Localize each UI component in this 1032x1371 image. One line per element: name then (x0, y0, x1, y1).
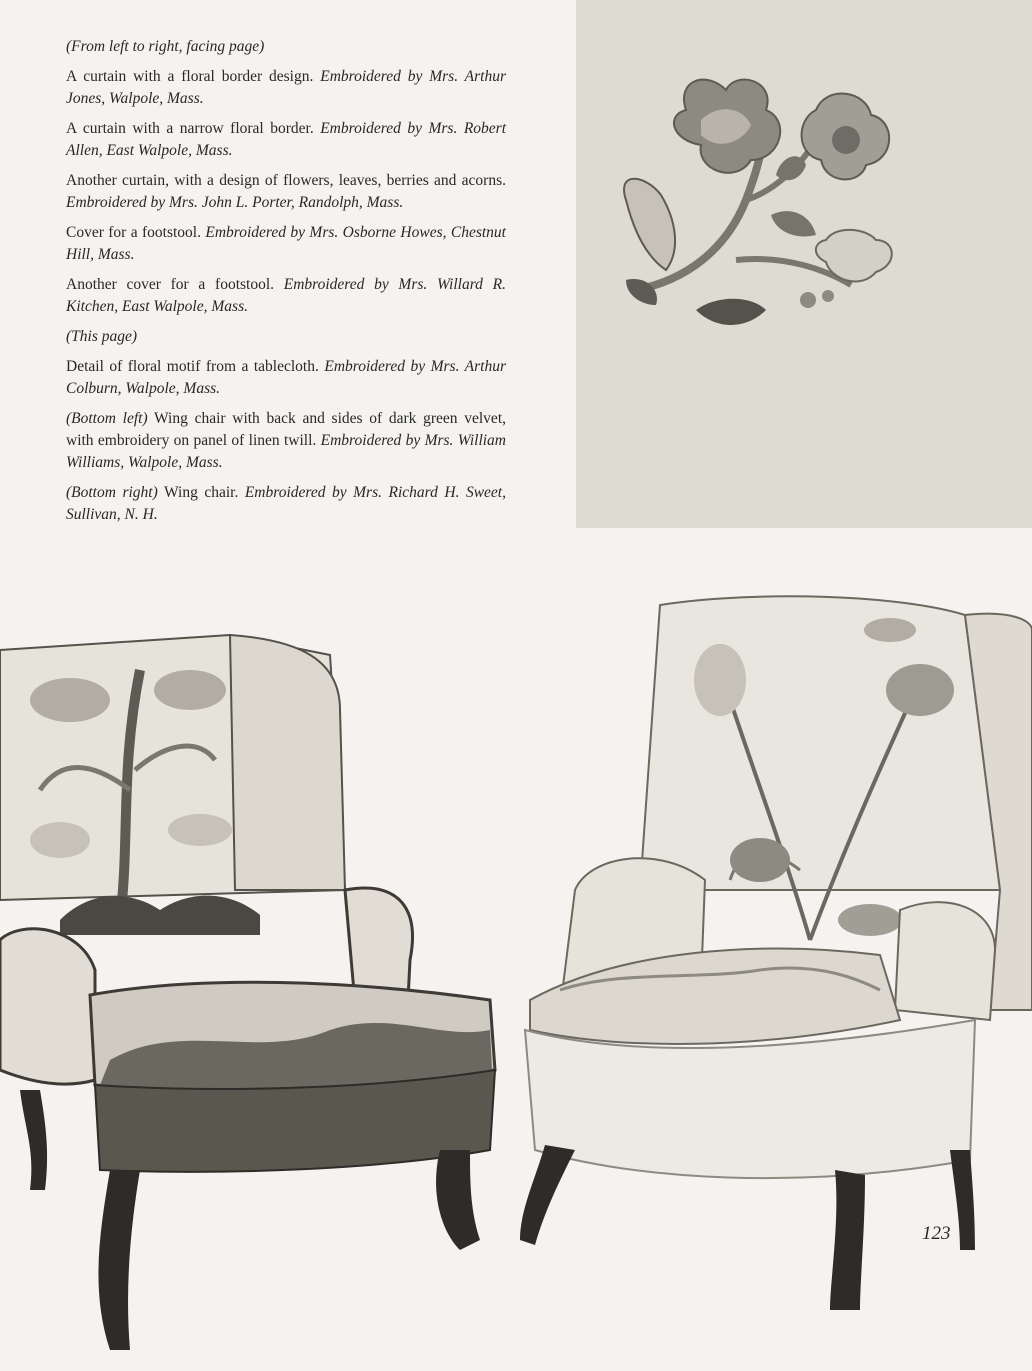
facing-page-heading: (From left to right, facing page) (66, 38, 265, 55)
caption-bottom-left-chair (66, 408, 506, 474)
left-wing-chair (0, 635, 495, 1350)
caption-text: A curtain with a floral border design. (66, 68, 314, 85)
wing-chairs-photo (0, 590, 1032, 1371)
caption-credit: Embroidered by Mrs. Willard R. Kitchen, East Walpole, Mass. (66, 276, 506, 315)
caption-text: Wing chair with back and sides of dark green velvet, with embroidery on panel of linen twill. (66, 410, 506, 449)
caption-text: Detail of floral motif from a tablecloth. (66, 358, 319, 375)
caption-credit: Embroidered by Mrs. Robert Allen, East Walpole, Mass. (66, 120, 507, 159)
caption-label: (Bottom right) (66, 484, 158, 501)
caption-text: Another cover for a footstool. (66, 276, 275, 293)
caption-text: Another curtain, with a design of flowers, leaves, berries and acorns. (66, 172, 506, 189)
wing-chairs-illustration (0, 590, 1032, 1371)
caption-credit: Embroidered by Mrs. Arthur Jones, Walpole, Mass. (66, 68, 507, 107)
this-page-heading: (This page) (66, 328, 138, 345)
caption-column (66, 36, 506, 534)
caption-credit: Embroidered by Mrs. William Williams, Walpole, Mass. (66, 432, 506, 471)
caption-credit: Embroidered by Mrs. John L. Porter, Randolph, Mass. (66, 194, 404, 211)
tablecloth-motif-photo (576, 0, 1032, 528)
caption-curtain-narrow-border (66, 118, 506, 162)
caption-tablecloth (66, 356, 506, 400)
caption-label: (Bottom left) (66, 410, 148, 427)
caption-text: A curtain with a narrow floral border. (66, 120, 314, 137)
caption-credit: Embroidered by Mrs. Osborne Howes, Chestnut Hill, Mass. (66, 224, 506, 263)
right-wing-chair (520, 596, 1032, 1310)
caption-credit: Embroidered by Mrs. Richard H. Sweet, Sullivan, N. H. (66, 484, 506, 523)
caption-bottom-right-chair (66, 482, 506, 526)
floral-motif-illustration (576, 0, 1032, 528)
page-number: 123 (922, 1223, 951, 1244)
caption-credit: Embroidered by Mrs. Arthur Colburn, Walpole, Mass. (66, 358, 507, 397)
caption-text: Cover for a footstool. (66, 224, 201, 241)
caption-curtain-floral-border (66, 66, 506, 110)
caption-footstool-cover (66, 222, 506, 266)
caption-curtain-acorns (66, 170, 506, 214)
caption-text: Wing chair. (164, 484, 239, 501)
caption-footstool-cover-2 (66, 274, 506, 318)
